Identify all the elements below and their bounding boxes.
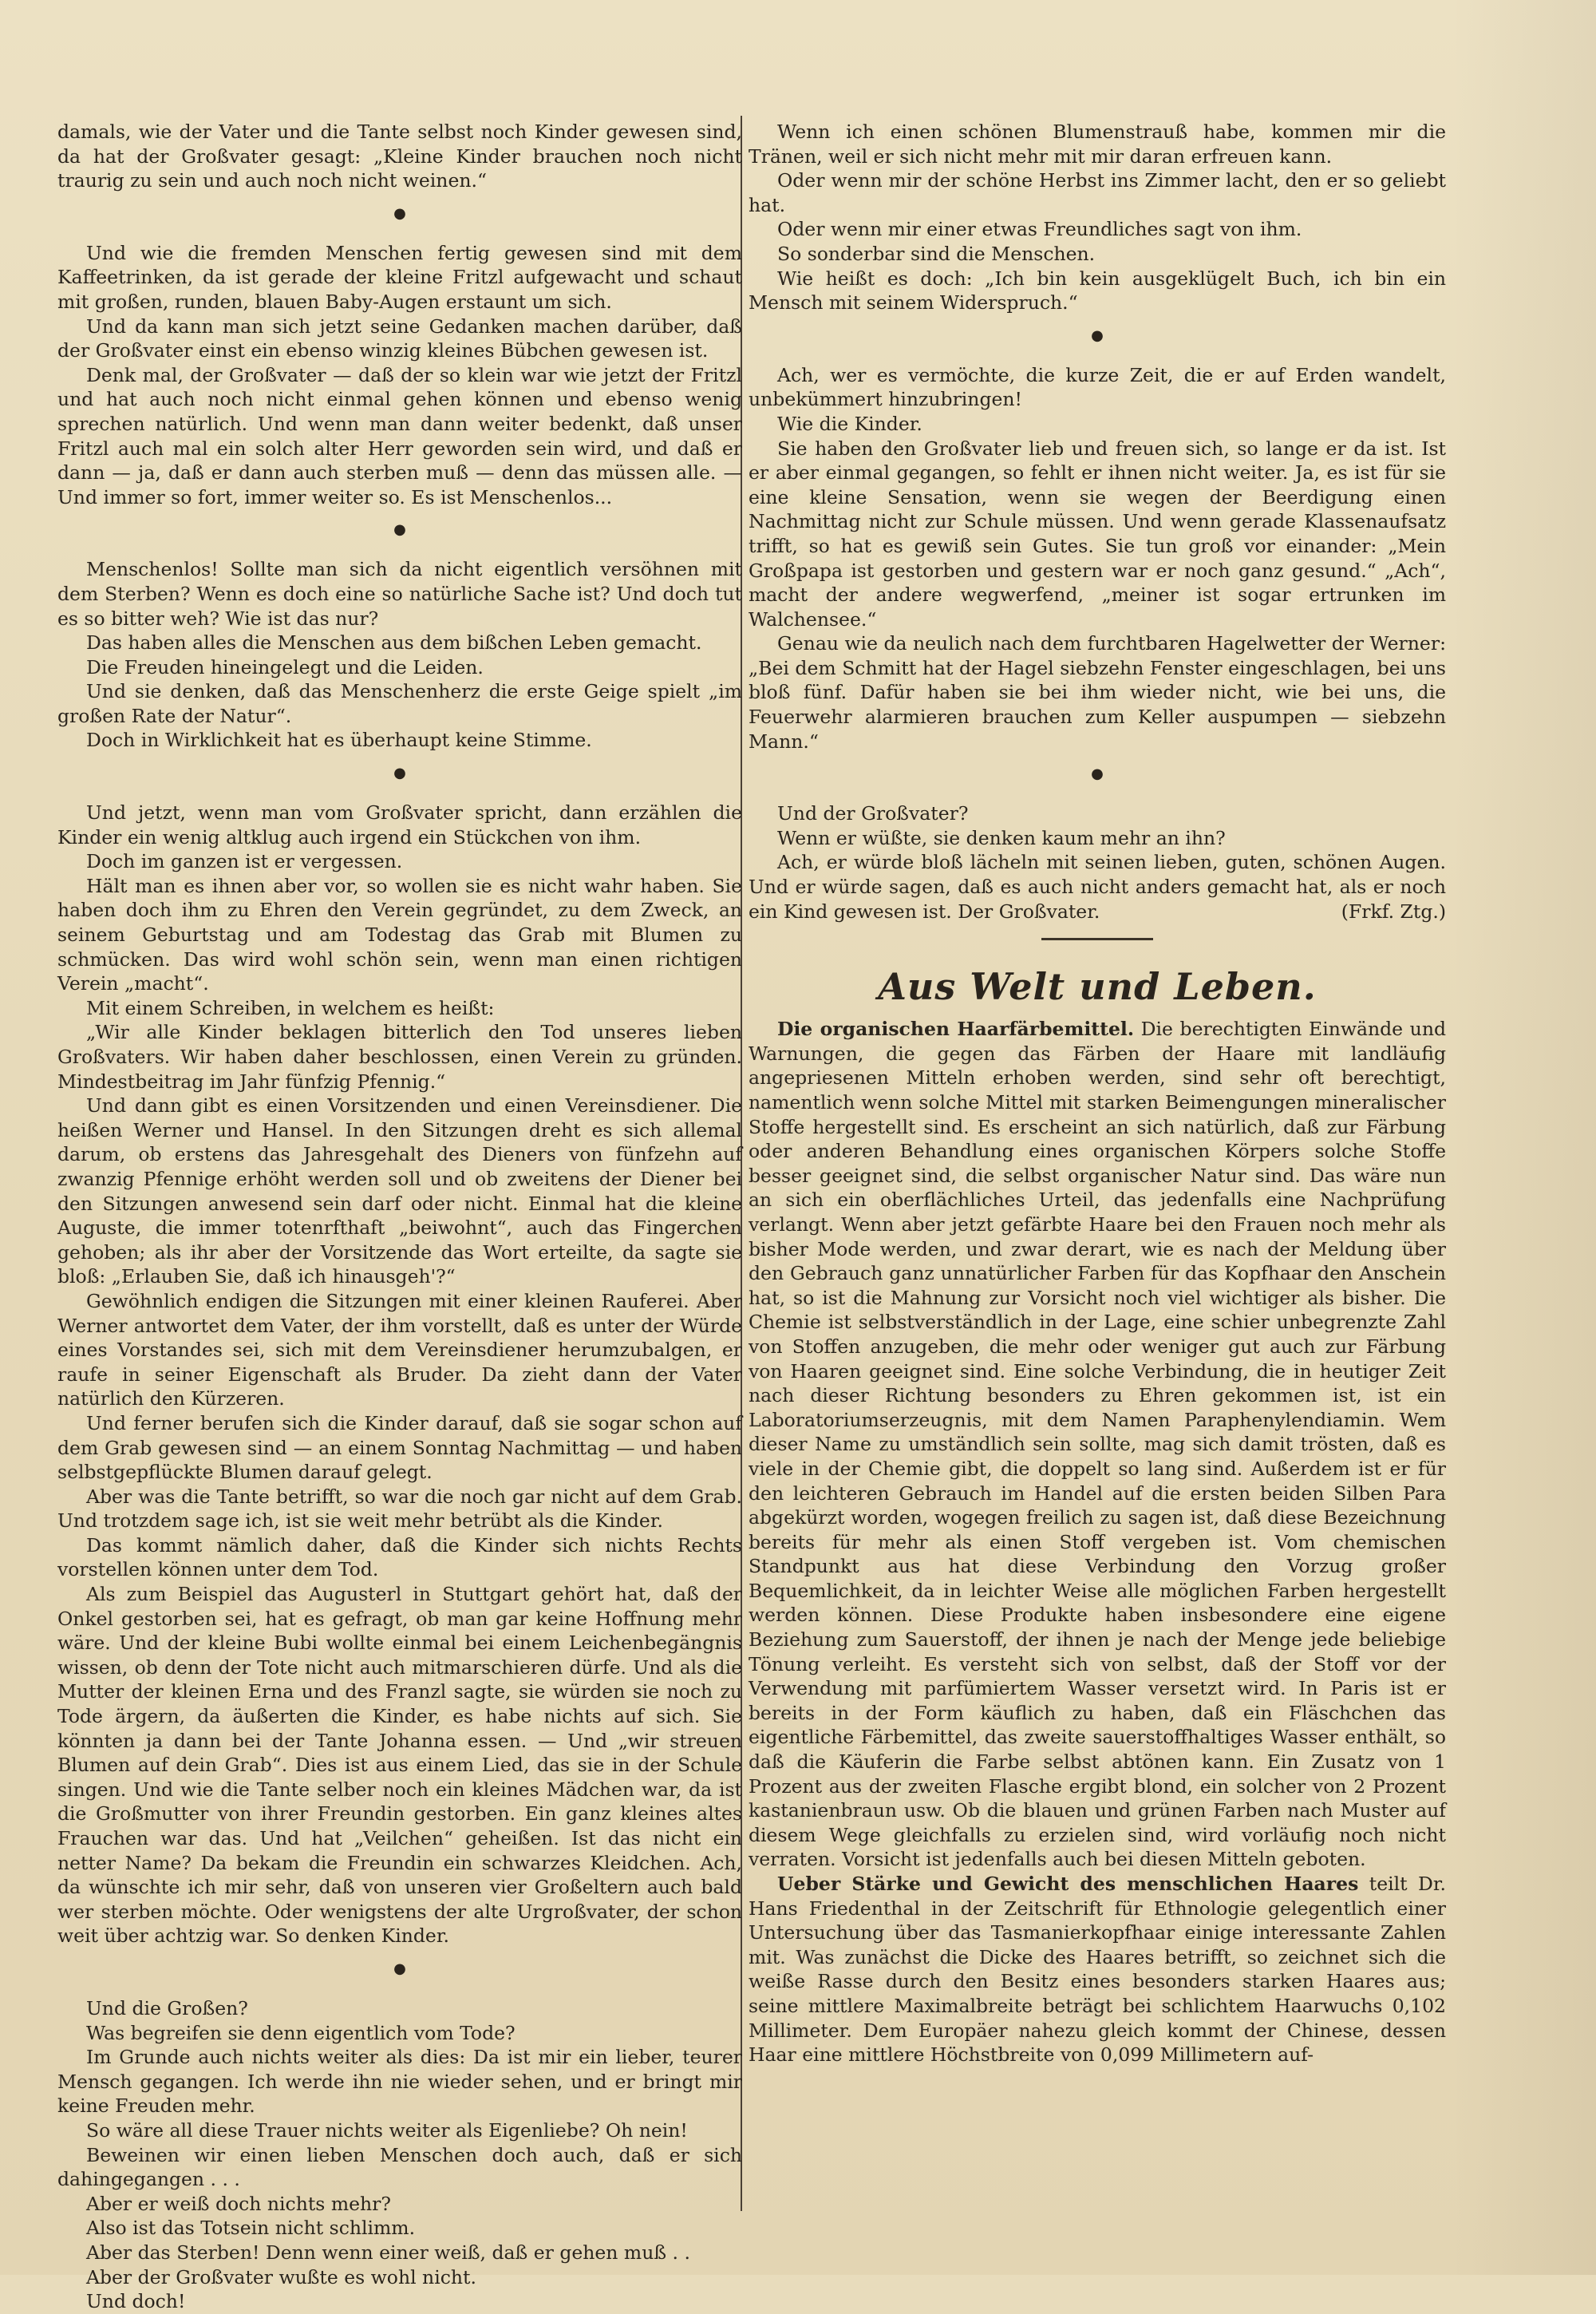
paragraph: Mit einem Schreiben, in welchem es heißt: [86, 996, 495, 1019]
paragraph: Wenn er wüßte, sie denken kaum mehr an ihn? [777, 826, 1226, 849]
article-lead: Die organischen Haarfärbemittel. [777, 1018, 1135, 1041]
paragraph: Gewöhnlich endigen die Sitzungen mit einer kleinen Rauferei. Aber Werner antwortet dem Vater, der ihm vorstellt, daß es unter der Würde eines Vorstandes sei, sich mit dem Vereinsdiener herumzubalgen, er raufe in seiner Eigenschaft als Bruder. Da zieht dann der Vater natürlich den Kürzeren. [57, 1289, 742, 1410]
paragraph: Sie haben den Großvater lieb und freuen sich, so lange er da ist. Ist er aber einmal gegangen, so fehlt er ihnen nicht weiter. Ja, es ist für sie eine kleine Sensation, wenn sie wegen der Beerdigung einen Nachmittag nicht zur Schule müssen. Und wenn gerade Klassenaufsatz trifft, so hat es gewiß sein Gutes. Sie tun groß vor einander: „Mein Großpapa ist gestorben und gestern war er noch ganz gesund.“ „Ach“, macht der andere wegwerfend, „meiner ist sogar ertrunken im Walchensee.“ [749, 437, 1446, 631]
article-lead: Ueber Stärke und Gewicht des menschlichen Haares [777, 1873, 1359, 1895]
section-divider-dot: ● [393, 204, 406, 222]
paragraph: Was begreifen sie denn eigentlich vom Tode? [86, 2021, 516, 2044]
paragraph: Die Freuden hineingelegt und die Leiden. [86, 655, 484, 678]
quote-paragraph: „Wir alle Kinder beklagen bitterlich den Tod unseres lieben Großvaters. Wir haben daher beschlossen, einen Verein zu gründen. Mindestbeitrag im Jahr fünfzig Pfennig.“ [57, 1021, 742, 1093]
section-divider-dot: ● [393, 1960, 406, 1977]
paragraph: Und dann gibt es einen Vorsitzenden und einen Vereinsdiener. Die heißen Werner und Hansel. In den Sitzungen dreht es sich allemal darum, ob erstens das Jahresgehalt des Dieners von fünfzehn auf zwanzig Pfennige erhöht werden soll und ob zweitens der Diener bei den Sitzungen anwesend sein darf oder nicht. Einmal hat die kleine Auguste, die immer totenrfthaft „beiwohnt“, auch das Fingerchen gehoben; als ihr aber der Vorsitzende das Wort erteilte, da sagte sie bloß: „Erlauben Sie, daß ich hinausgeh'?“ [57, 1094, 742, 1288]
article-paragraph [749, 1872, 1446, 2067]
paragraph: Als zum Beispiel das Augusterl in Stuttgart gehört hat, daß der Onkel gestorben sei, hat es gefragt, ob man gar keine Hoffnung mehr wäre. Und der kleine Bubi wollte einmal bei einem Leichenbegängnis wissen, ob denn der Tote nicht auch mitmarschieren dürfe. Und als die Mutter der kleinen Erna und des Franzl sagte, sie würden sie noch zu Tode ärgern, da äußerten die Kinder, es habe nichts auf sich. Sie könnten ja dann bei der Tante Johanna essen. — Und „wir streuen Blumen auf dein Grab“. Dies ist aus einem Lied, das sie in der Schule singen. Und wie die Tante selber noch ein kleines Mädchen war, da ist die Großmutter von ihrer Freundin gestorben. Ein ganz kleines altes Frauchen war das. Und hat „Veilchen“ geheißen. Ist das nicht ein netter Name? Da bekam die Freundin ein schwarzes Kleidchen. Ach, da wünschte ich mir sehr, daß von unseren vier Großeltern auch bald wer sterben möchte. Oder wenigstens der alte Urgroßvater, der schon weit über achtzig war. So denken Kinder. [57, 1583, 742, 1948]
paragraph: Oder wenn mir der schöne Herbst ins Zimmer lacht, den er so geliebt hat. [749, 169, 1446, 216]
paragraph [749, 850, 1446, 924]
paragraph: Und doch! [86, 2290, 186, 2313]
section-divider-dot: ● [393, 521, 406, 539]
paragraph: Denk mal, der Großvater — daß der so klein war wie jetzt der Fritzl und hat auch noch nicht einmal gehen können und ebenso wenig sprechen natürlich. Und wenn man dann weiter bedenkt, daß unser Fritzl auch mal ein solch alter Herr geworden sein wird, und daß er dann — ja, daß er dann auch sterben muß — denn das müssen alle. — Und immer so fort, immer weiter so. Es ist Menschenlos... [57, 363, 742, 508]
right-column [749, 120, 1446, 2067]
paragraph: Aber er weiß doch nichts mehr? [86, 2192, 391, 2215]
paragraph: Aber der Großvater wußte es wohl nicht. [86, 2265, 476, 2288]
paragraph: Oder wenn mir einer etwas Freundliches sagt von ihm. [777, 218, 1302, 241]
article-text: Die berechtigten Einwände und Warnungen, die gegen das Färben der Haare mit landläufig angepriesenen Mitteln erhoben werden, sind sehr oft berechtigt, namentlich wenn solche Mittel mit starken Beimengungen mineralischer Stoffe hergestellt sind. Es erscheint an sich natürlich, daß zur Färbung oder anderen Behandlung eines organischen Körpers solche Stoffe besser geeignet sind, die selbst organischer Natur sind. Das wäre nun an sich ein oberflächliches Urteil, das jedenfalls eine Nachprüfung verlangt. Wenn aber jetzt gefärbte Haare bei den Frauen noch mehr als bisher Mode werden, und zwar derart, wie es nach der Meldung über den Gebrauch ganz unnatürlicher Farben für das Kopfhaar den Anschein hat, so ist die Mahnung zur Vorsicht noch viel wichtiger als bisher. Die Chemie ist selbstverständlich in der Lage, eine schier unbegrenzte Zahl von Stoffen anzugeben, die mehr oder weniger gut auch zur Färbung von Haaren geeignet sind. Eine solche Verbindung, die in heutiger Zeit nach dieser Richtung besonders zu Ehren gekommen ist, ist ein Laboratoriumserzeugnis, mit dem Namen Paraphenylendiamin. Wem dieser Name zu umständlich sein sollte, mag sich damit trösten, daß es viele in der Chemie gibt, die doppelt so lang sind. Außerdem ist er für den leichteren Gebrauch im Handel auf die ersten beiden Silben Para abgekürzt worden, wogegen freilich zu sagen ist, daß diese Bezeichnung bereits für mehr als einen Stoff vergeben ist. Vom chemischen Standpunkt aus hat diese Verbindung den Vorzug großer Bequemlichkeit, da in leichter Weise alle möglichen Farben hergestellt werden können. Diese Produkte haben insbesondere eine eigene Beziehung zum Sauerstoff, der ihnen je nach der Menge jede beliebige Tönung verleiht. Es versteht sich von selbst, daß der Stoff vor der Verwendung mit parfümiertem Wasser versetzt wird. In Paris ist er bereits in der Form käuflich zu haben, daß ein Fläschchen das eigentliche Färbemittel, das zweite sauerstoffhaltiges Wasser enthält, so daß die Käuferin die Farbe selbst abtönen kann. Ein Zusatz von 1 Prozent aus der zweiten Flasche ergibt blond, ein solcher von 2 Prozent kastanienbraun usw. Ob die blauen und grünen Farben nach Muster auf diesem Wege gleichfalls zu erzielen sind, wird vorläufig noch nicht verraten. Vorsicht ist jedenfalls auch bei diesen Mitteln geboten. [749, 1018, 1446, 1871]
paragraph: Wie die Kinder. [777, 412, 922, 435]
source-citation: (Frkf. Ztg.) [1341, 900, 1446, 923]
paragraph: Und die Großen? [86, 1996, 248, 2019]
section-divider-dot: ● [393, 765, 406, 782]
paragraph: So sonderbar sind die Menschen. [777, 242, 1096, 265]
paragraph: Wenn ich einen schönen Blumenstrauß habe, kommen mir die Tränen, weil er sich nicht mehr mit mir daran erfreuen kann. [749, 121, 1446, 168]
paragraph-text: Ach, er würde bloß lächeln mit seinen lieben, guten, schönen Augen. Und er würde sagen, daß es auch nicht anders gemacht hat, als er noch ein Kind gewesen ist. Der Großvater. [749, 851, 1446, 923]
article-text: teilt Dr. Hans Friedenthal in der Zeitschrift für Ethnologie gelegentlich einer Untersuchung über das Tasmanierkopfhaar einige interessante Zahlen mit. Was zunächst die Dicke des Haares betrifft, so zeichnet sich die weiße Rasse durch den Besitz eines besonders starken Haares aus; seine mittlere Maximalbreite beträgt bei schlichtem Haarwuchs 0,102 Millimeter. Dem Europäer nahezu gleich kommt der Chinese, dessen Haar eine mittlere Höchstbreite von 0,099 Millimetern auf- [749, 1873, 1446, 2067]
paragraph: Und wie die fremden Menschen fertig gewesen sind mit dem Kaffeetrinken, da ist gerade der kleine Fritzl aufgewacht und schaut mit großen, runden, blauen Baby-Augen erstaunt um sich. [57, 241, 742, 313]
paragraph: Und jetzt, wenn man vom Großvater spricht, dann erzählen die Kinder ein wenig altklug auch irgend ein Stückchen von ihm. [57, 801, 742, 848]
paragraph: Doch im ganzen ist er vergessen. [86, 850, 403, 873]
paragraph: Doch in Wirklichkeit hat es überhaupt keine Stimme. [86, 729, 592, 752]
paragraph: Und ferner berufen sich die Kinder darauf, daß sie sogar schon auf dem Grab gewesen sind — an einem Sonntag Nachmittag — und haben selbstgepflückte Blumen darauf gelegt. [57, 1411, 742, 1484]
paragraph: So wäre all diese Trauer nichts weiter als Eigenliebe? Oh nein! [86, 2118, 688, 2142]
paragraph: Hält man es ihnen aber vor, so wollen sie es nicht wahr haben. Sie haben doch ihm zu Ehren den Verein gegründet, zu dem Zweck, an seinem Geburtstag und am Todestag das Grab mit Blumen zu schmücken. Das wird wohl schön sein, wenn man einen richtigen Verein „macht“. [57, 874, 742, 995]
paragraph: Und da kann man sich jetzt seine Gedanken machen darüber, daß der Großvater einst ein ebenso winzig kleines Bübchen gewesen ist. [57, 314, 742, 362]
paragraph: Im Grunde auch nichts weiter als dies: Da ist mir ein lieber, teurer Mensch gegangen. Ich werde ihn nie wieder sehen, und er bringt mir keine Freuden mehr. [57, 2046, 742, 2118]
paragraph: Aber was die Tante betrifft, so war die noch gar nicht auf dem Grab. Und trotzdem sage ich, ist sie weit mehr betrübt als die Kinder. [57, 1485, 742, 1533]
section-divider-dot: ● [1091, 765, 1104, 783]
paragraph: damals, wie der Vater und die Tante selbst noch Kinder gewesen sind, da hat der Großvater gesagt: „Kleine Kinder brauchen noch nicht traurig zu sein und auch noch nicht weinen.“ [57, 121, 742, 192]
paragraph: Beweinen wir einen lieben Menschen doch auch, daß er sich dahingegangen . . . [57, 2143, 742, 2191]
paragraph: Das kommt nämlich daher, daß die Kinder sich nichts Rechts vorstellen können unter dem Tod. [57, 1533, 742, 1581]
paragraph: Wie heißt es doch: „Ich bin kein ausgeklügelt Buch, ich bin ein Mensch mit seinem Widerspruch.“ [749, 267, 1446, 314]
paragraph: Das haben alles die Menschen aus dem bißchen Leben gemacht. [86, 631, 702, 655]
paragraph: Und der Großvater? [777, 802, 969, 825]
paragraph: Also ist das Totsein nicht schlimm. [86, 2217, 416, 2240]
paragraph: Ach, wer es vermöchte, die kurze Zeit, die er auf Erden wandelt, unbekümmert hinzubringen! [749, 363, 1446, 411]
left-column [57, 120, 742, 2314]
section-divider-dot: ● [1091, 326, 1104, 344]
section-heading: Aus Welt und Leben. [878, 965, 1317, 1009]
paragraph: Genau wie da neulich nach dem furchtbaren Hagelwetter der Werner: „Bei dem Schmitt hat der Hagel siebzehn Fenster eingeschlagen, bei uns bloß fünf. Dafür haben sie bei ihm wieder nicht, wie bei uns, die Feuerwehr alarmieren brauchen zum Keller auspumpen — siebzehn Mann.“ [749, 632, 1446, 753]
page-edge-shadow [1451, 0, 1596, 2275]
section-rule [1041, 938, 1153, 940]
paragraph: Aber das Sterben! Denn wenn einer weiß, daß er gehen muß . . [86, 2241, 690, 2264]
paragraph: Menschenlos! Sollte man sich da nicht eigentlich versöhnen mit dem Sterben? Wenn es doch eine so natürliche Sache ist? Und doch tut es so bitter weh? Wie ist das nur? [57, 558, 742, 630]
paragraph: Und sie denken, daß das Menschenherz die erste Geige spielt „im großen Rate der Natur“. [57, 680, 742, 727]
article-paragraph [749, 1017, 1446, 1872]
